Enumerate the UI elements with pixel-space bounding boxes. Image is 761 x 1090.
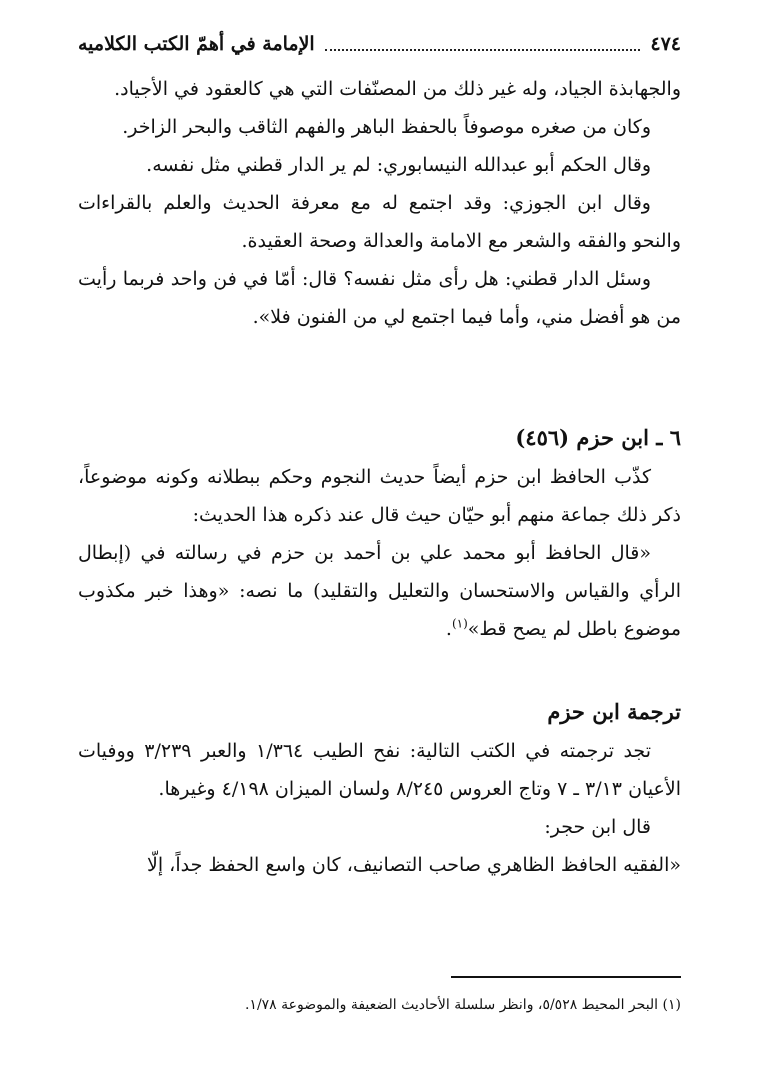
section-heading: ترجمة ابن حزم (547, 699, 681, 724)
sentence-end: . (445, 618, 452, 640)
body-paragraph: وكان من صغره موصوفاً بالحفظ الباهر والفهم الثاقب والبحر الزاخر. (122, 116, 651, 138)
body-paragraph: والجهابذة الجياد، وله غير ذلك من المصنّفات التي هي كالعقود في الأجياد. (114, 78, 681, 100)
section-spacer (78, 648, 681, 692)
body-paragraph (78, 534, 681, 648)
body-paragraph: وقال ابن الجوزي: وقد اجتمع له مع معرفة الحديث والعلم بالقراءات والنحو والفقه والشعر مع الامامة والعدالة وصحة العقيدة. (78, 192, 681, 252)
body-paragraph: وقال الحكم أبو عبدالله النيسابوري: لم ير الدار قطني مثل نفسه. (146, 154, 651, 176)
body-paragraph: كذّب الحافظ ابن حزم أيضاً حديث النجوم وحكم ببطلانه وكونه موضوعاً، ذكر ذلك جماعة منهم أبو حيّان حيث قال عند ذكره هذا الحديث: (78, 466, 681, 526)
body-paragraph: قال ابن حجر: (544, 816, 651, 838)
footnote: (١) البحر المحيط ٥/٥٢٨، وانظر سلسلة الأحاديث الضعيفة والموضوعة ١/٧٨. (244, 997, 681, 1013)
body-paragraph: «الفقيه الحافظ الظاهري صاحب التصانيف، كان واسع الحفظ جداً، إلّا (147, 854, 681, 876)
body-paragraph: تجد ترجمته في الكتب التالية: نفح الطيب ١/٣٦٤ والعبر ٣/٢٣٩ ووفيات الأعيان ٣/١٣ ـ ٧ وتاج العروس ٨/٢٤٥ ولسان الميزان ٤/١٩٨ وغيرها. (78, 740, 681, 800)
section-spacer (78, 336, 681, 418)
running-header (78, 28, 681, 60)
body-paragraph: وسئل الدار قطني: هل رأى مثل نفسه؟ قال: أمّا في فن واحد فربما رأيت من هو أفضل مني، وأما فيما اجتمع لي من الفنون فلا». (78, 268, 681, 328)
document-page (78, 28, 681, 1068)
footnote-divider (451, 976, 681, 978)
running-title: الإمامة في أهمّ الكتب الكلاميه (78, 33, 315, 55)
section-heading: ٦ ـ ابن حزم (٤٥٦) (515, 425, 681, 450)
page-number: ٤٧٤ (650, 33, 681, 55)
footnote-reference[interactable]: (١) (451, 616, 468, 631)
header-leader-dots (325, 49, 641, 51)
quoted-text: «قال الحافظ أبو محمد علي بن أحمد بن حزم في رسالته في (إبطال الرأي والقياس والاستحسان والتعليل والتقليد) ما نصه: «وهذا خبر مكذوب موضوع باطل لم يصح قط» (78, 542, 681, 640)
